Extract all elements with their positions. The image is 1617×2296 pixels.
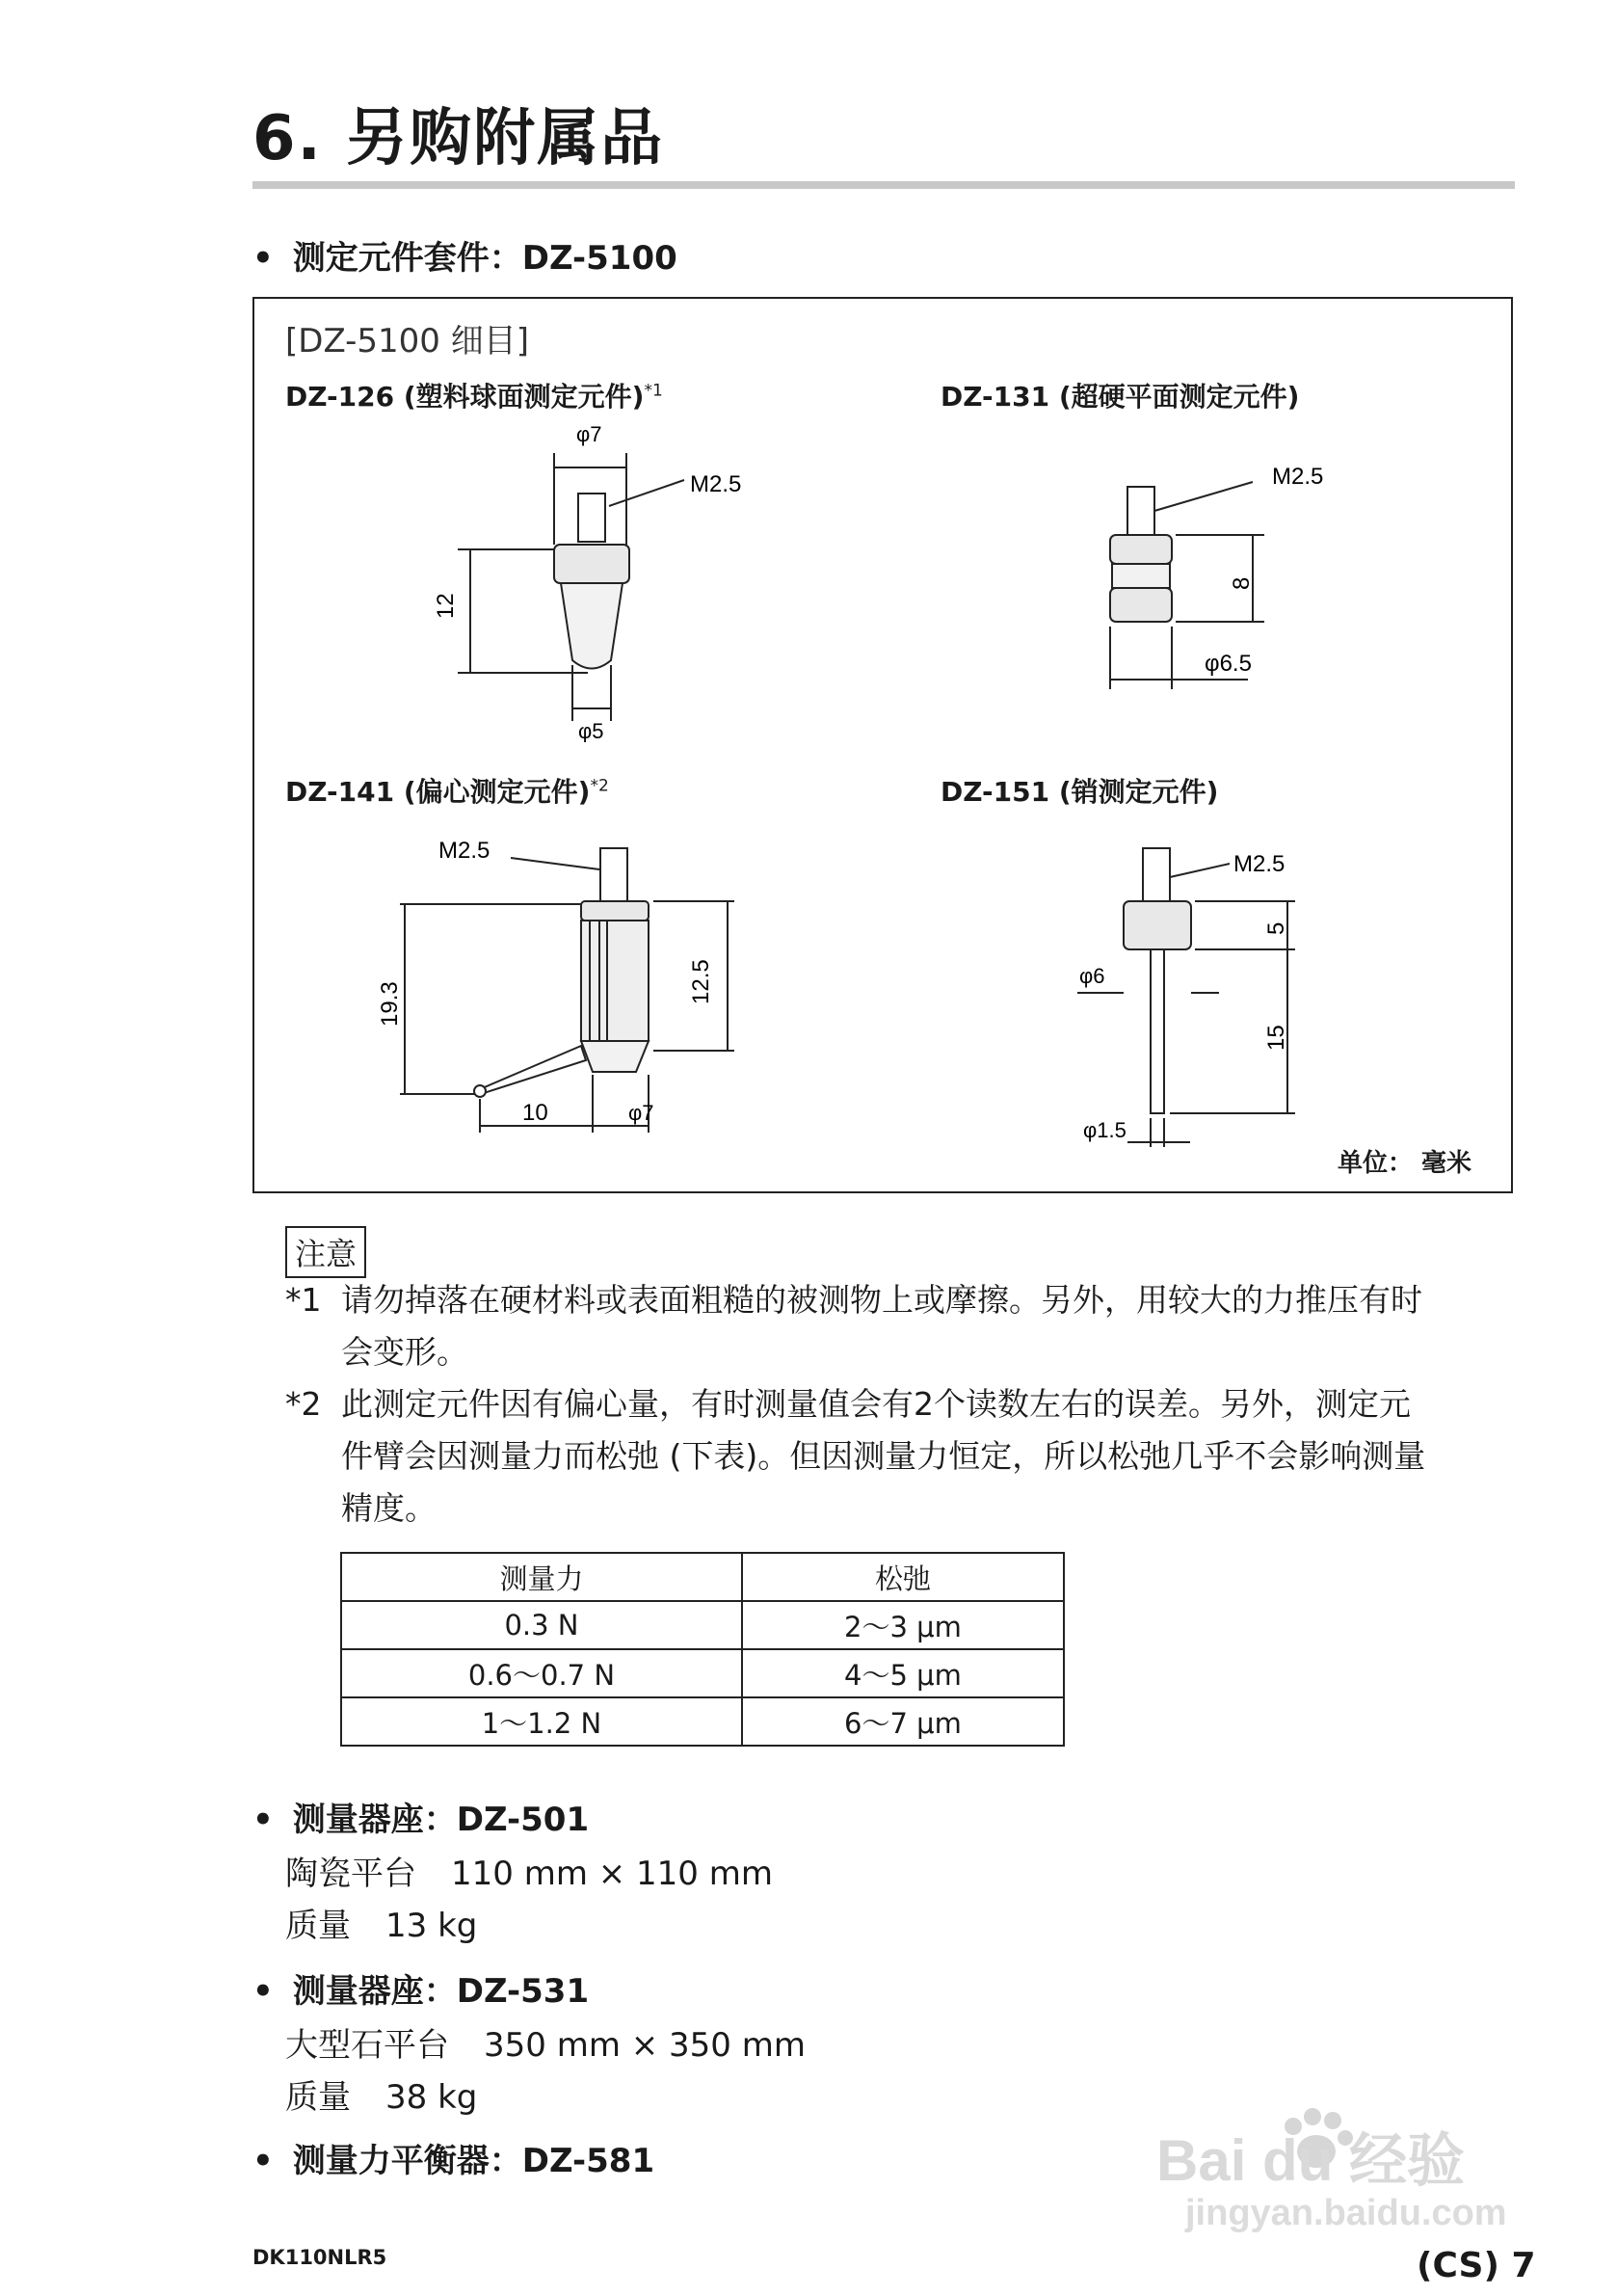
note-2: *2 此测定元件因有偏心量，有时测量值会有2个读数左右的误差。另外，测定元 件臂会因测量力而松弛 (下表)。但因测量力恒定，所以松弛几乎不会影响测量 精度。 bbox=[285, 1378, 1528, 1535]
dz141-thread: M2.5 bbox=[438, 838, 490, 864]
dz141-body-height: 12.5 bbox=[688, 959, 714, 1004]
stand-1-spec-platform: 陶瓷平台 110 mm × 110 mm bbox=[285, 1855, 773, 1893]
dz151-pin-length: 15 bbox=[1263, 1025, 1289, 1051]
dz141-total-height: 19.3 bbox=[377, 981, 403, 1027]
part-label-dz131: DZ-131 (超硬平面测定元件) bbox=[941, 381, 1300, 413]
stand-1-bullet: • 测量器座：DZ-501 bbox=[252, 1793, 589, 1840]
dz141-offset: 10 bbox=[522, 1100, 548, 1126]
dz126-drawing bbox=[405, 414, 790, 742]
kit-bullet: • 测定元件套件：DZ-5100 bbox=[252, 231, 677, 279]
note-1-mark: *1 bbox=[285, 1281, 322, 1319]
table-header: 松弛 bbox=[742, 1553, 1064, 1601]
footer-page-number: (CS) 7 bbox=[1417, 2246, 1536, 2285]
note-2-mark: *2 bbox=[285, 1385, 322, 1423]
unit-label: 单位： 毫米 bbox=[1338, 1149, 1472, 1178]
dz126-bottom-dia: φ5 bbox=[578, 719, 604, 742]
part-label-dz151: DZ-151 (销测定元件) bbox=[941, 776, 1219, 808]
baidu-watermark bbox=[1147, 2092, 1532, 2236]
part-label-dz141: DZ-141 (偏心测定元件)$^{*2}$ bbox=[285, 776, 609, 808]
part-label-dz126: DZ-126 (塑料球面测定元件)$^{*1}$ bbox=[285, 381, 663, 413]
stand-2-spec-mass: 质量 38 kg bbox=[285, 2078, 478, 2117]
dz131-dia: φ6.5 bbox=[1205, 651, 1252, 677]
watermark-logo: Bai du 经验 bbox=[1156, 2128, 1466, 2193]
dz151-head-height: 5 bbox=[1263, 921, 1289, 935]
dz151-head-dia: φ6 bbox=[1079, 964, 1105, 988]
dz141-drawing bbox=[376, 819, 781, 1147]
slack-table bbox=[340, 1552, 1065, 1747]
dz151-pin-dia: φ1.5 bbox=[1083, 1118, 1127, 1142]
footer-doc-code: DK110NLR5 bbox=[252, 2246, 387, 2269]
notice-tag: 注意 bbox=[285, 1226, 366, 1278]
stand-2-spec-platform: 大型石平台 350 mm × 350 mm bbox=[285, 2026, 806, 2065]
table-row: 1～1.2 N 6～7 μm bbox=[341, 1697, 1064, 1746]
title-underline bbox=[252, 181, 1515, 189]
dz151-drawing bbox=[1050, 829, 1417, 1157]
table-row: 0.6～0.7 N 4～5 μm bbox=[341, 1649, 1064, 1697]
note-1: *1 请勿掉落在硬材料或表面粗糙的被测物上或摩擦。另外，用较大的力推压有时 会变形。 bbox=[285, 1274, 1528, 1378]
page-title: 6. 另购附属品 bbox=[252, 103, 665, 174]
dz131-height: 8 bbox=[1229, 576, 1255, 590]
stand-2-bullet: • 测量器座：DZ-531 bbox=[252, 1964, 589, 2012]
dz151-thread: M2.5 bbox=[1233, 851, 1286, 877]
detail-box-heading: [DZ-5100 细目] bbox=[285, 322, 530, 360]
dz131-thread: M2.5 bbox=[1272, 464, 1324, 490]
table-row: 0.3 N 2～3 μm bbox=[341, 1601, 1064, 1649]
balancer-bullet: • 测量力平衡器：DZ-581 bbox=[252, 2134, 654, 2181]
dz131-drawing bbox=[1050, 443, 1397, 713]
dz126-thread: M2.5 bbox=[690, 471, 742, 497]
stand-1-spec-mass: 质量 13 kg bbox=[285, 1907, 478, 1945]
table-header: 测量力 bbox=[341, 1553, 742, 1601]
dz126-top-dia: φ7 bbox=[576, 422, 602, 446]
watermark-url: jingyan.baidu.com bbox=[1185, 2193, 1507, 2233]
dz126-height: 12 bbox=[433, 593, 459, 619]
dz141-dia: φ7 bbox=[628, 1101, 654, 1125]
